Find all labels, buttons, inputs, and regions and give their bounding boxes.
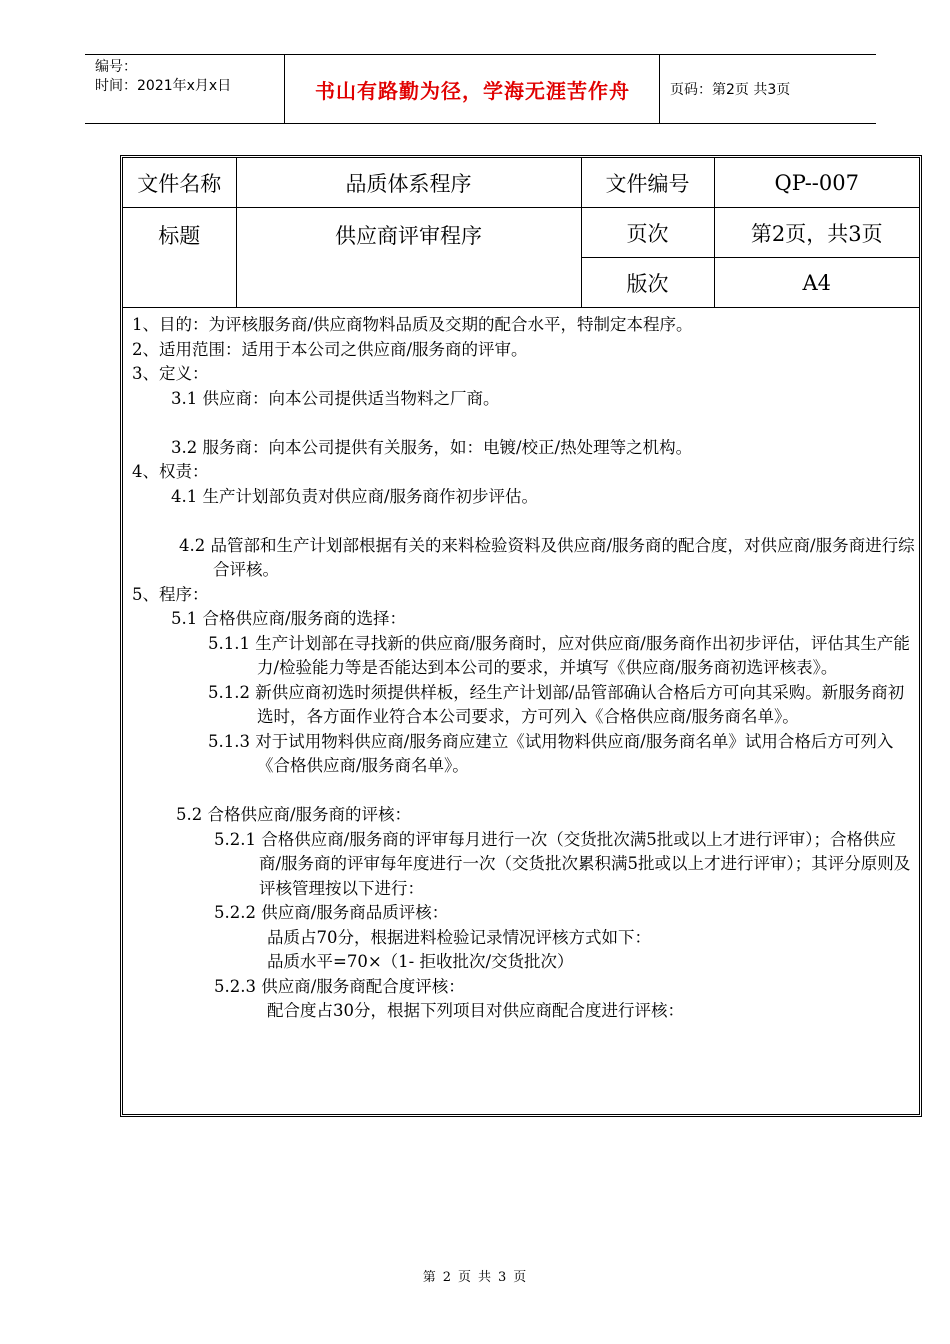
evaluation-heading: 5.2 合格供应商/服务商的评核： — [176, 805, 412, 824]
page-value: 第2页，共3页 — [714, 208, 919, 258]
footer-word-ye-2: 页 — [513, 1270, 528, 1285]
definition-service-provider: 3.2 服务商：向本公司提供有关服务，如：电镀/校正/热处理等之机构。 — [171, 437, 693, 457]
footer-page-number: 2 — [442, 1270, 452, 1285]
evaluation-item-1: 5.2.1 合格供应商/服务商的评审每月进行一次（交货批次满5批或以上才进行评审）；合格供应商/服务商的评审每年度进行一次（交货批次累积满5批或以上才进行评审）；其评分原则及评核管理按以下进行： — [214, 829, 911, 898]
meta-row-title — [123, 208, 919, 258]
document-frame — [120, 155, 922, 1117]
footer-total-pages: 3 — [498, 1270, 508, 1285]
file-number-label: 文件编号 — [581, 158, 714, 208]
version-value: A4 — [714, 258, 919, 308]
file-name-label: 文件名称 — [123, 158, 236, 208]
procedure-body — [132, 313, 917, 1024]
purpose-line: 1、目的：为评核服务商/供应商物料品质及交期的配合水平，特制定本程序。 — [132, 315, 693, 334]
title-value: 供应商评审程序 — [236, 208, 581, 308]
evaluation-item-2: 5.2.2 供应商/服务商品质评核： — [214, 903, 449, 922]
file-name-value: 品质体系程序 — [236, 158, 581, 208]
footer-word-ye: 页 — [457, 1270, 472, 1285]
header-motto: 书山有路勤为径，学海无涯苦作舟 — [286, 55, 660, 123]
file-number-value: QP--007 — [714, 158, 919, 208]
scope-line: 2、适用范围：适用于本公司之供应商/服务商的评审。 — [132, 339, 528, 359]
time-label: 时间：2021年x月x日 — [95, 78, 232, 94]
selection-item-3: 5.1.3 对于试用物料供应商/服务商应建立《试用物料供应商/服务商名单》试用合格后方可列入《合格供应商/服务商名单》。 — [208, 731, 894, 775]
quality-score-text: 品质占70分，根据进料检验记录情况评核方式如下： — [267, 927, 651, 947]
footer-word-gong: 共 — [478, 1270, 493, 1285]
footer-word-di: 第 — [422, 1270, 437, 1285]
header-page-info: 页码：第2页 共3页 — [670, 82, 791, 98]
responsibility-qc: 4.2 品管部和生产计划部根据有关的来料检验资料及供应商/服务商的配合度，对供应商/服务商进行综合评核。 — [179, 535, 915, 579]
page-label: 页次 — [581, 208, 714, 258]
selection-item-1: 5.1.1 生产计划部在寻找新的供应商/服务商时，应对供应商/服务商作出初步评估，评估其生产能力/检验能力等是否能达到本公司的要求，并填写《供应商/服务商初选评核表》。 — [208, 633, 910, 677]
cooperation-score-text: 配合度占30分，根据下列项目对供应商配合度进行评核： — [267, 1001, 684, 1020]
page-header — [85, 54, 876, 124]
title-label: 标题 — [123, 208, 236, 308]
procedure-heading: 5、程序： — [132, 584, 209, 604]
responsibility-heading: 4、权责： — [132, 462, 209, 481]
selection-heading: 5.1 合格供应商/服务商的选择： — [171, 609, 407, 628]
definition-supplier: 3.1 供应商：向本公司提供适当物料之厂商。 — [171, 388, 500, 408]
evaluation-item-3: 5.2.3 供应商/服务商配合度评核： — [214, 976, 465, 996]
selection-item-2: 5.1.2 新供应商初选时须提供样板，经生产计划部/品管部确认合格后方可向其采购。新服务商初选时，各方面作业符合本公司要求，方可列入《合格供应商/服务商名单》。 — [208, 682, 905, 726]
header-meta — [85, 55, 285, 123]
page-footer — [0, 1266, 950, 1285]
responsibility-production: 4.1 生产计划部负责对供应商/服务商作初步评估。 — [171, 486, 539, 506]
quality-formula: 品质水平=70×（1- 拒收批次/交货批次） — [267, 952, 574, 971]
meta-row-file — [123, 158, 919, 208]
definition-heading: 3、定义： — [132, 364, 209, 383]
version-label: 版次 — [581, 258, 714, 308]
doc-number-label: 编号： — [95, 59, 137, 75]
document-meta-table — [123, 158, 919, 308]
